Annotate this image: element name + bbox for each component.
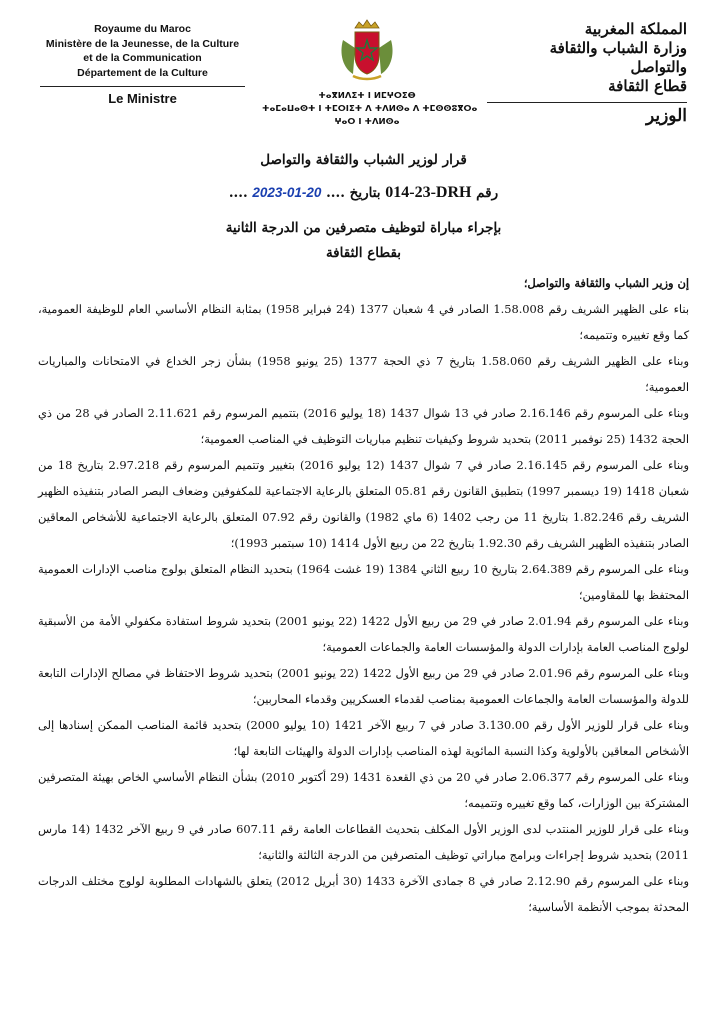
recital-1: بناء على الظهير الشريف رقم 1.58.008 الصادر في 4 شعبان 1377 (24 فبراير 1958) بمثابة النظام الأساسي العام للوظيفة العمومية، كما وقع تغييره وتتميمه؛: [38, 302, 690, 342]
recital-5: وبناء على المرسوم رقم 2.64.389 بتاريخ 10 ربيع الثاني 1384 (19 غشت 1964) بتحديد النظام المتعلق بولوج مناصب الإدارات العمومية المحتفظ بها للمقاومين؛: [38, 562, 690, 602]
minister-label-fr: Le Ministre: [108, 91, 177, 106]
minister-label-ar: الوزير: [645, 106, 687, 126]
recital-6: وبناء على المرسوم رقم 2.01.94 صادر في 29 من ربيع الأول 1422 (22 يونيو 2001) بتحديد شروط استفادة مكفولي الأمة من الأسبقية لولوج المناصب العامة بإدارات الدولة والمؤسسات العامة والجماعات العمومية؛: [38, 614, 689, 654]
ministry-label-ar: وزارة الشباب والثقافة: [549, 39, 687, 57]
header-center: [262, 18, 478, 129]
number-prefix: رقم: [476, 185, 499, 201]
tifinagh-kingdom: ⵜⴰⴳⵍⴷⵉⵜ ⵏ ⵍⵎⵖⵔⵉⴱ: [318, 91, 416, 101]
decision-title: قرار لوزير الشباب والثقافة والتواصل: [260, 152, 467, 168]
kingdom-label: Royaume du Maroc: [94, 23, 191, 35]
recital-7: وبناء على المرسوم رقم 2.01.96 صادر في 29 من ربيع الأول 1422 (22 يونيو 2001) بتحديد شروط الاحتفاظ في مصالح الإدارات التابعة للدولة والمؤسسات العامة والجماعات العمومية بمناصب لقدماء العسكريين وقدماء المحاربين؛: [38, 666, 689, 706]
recital-2: وبناء على الظهير الشريف رقم 1.58.060 بتاريخ 7 ذي الحجة 1377 (25 يونيو 1958) بشأن زجر الخداع في الامتحانات والمباريات العمومية؛: [38, 354, 689, 394]
decision-date: 2023-01-20: [252, 185, 322, 200]
preamble-intro: إن وزير الشباب والثقافة والتواصل؛: [523, 276, 689, 290]
decision-number-line: رقم 014-23-DRH بتاريخ .... 2023-01-20 ....: [228, 184, 499, 201]
recital-8: وبناء على قرار للوزير الأول رقم 3.130.00 صادر في 7 ربيع الآخر 1421 (10 يوليو 2000) بتحديد قائمة المناصب الممكن إسنادها إلى الأشخاص المعاقين بالأولوية وكذا النسبة المائوية لهذه المناصب بإدارات الدولة والهيئات التابعة لها؛: [38, 718, 689, 758]
department-label-ar: قطاع الثقافة: [608, 77, 687, 95]
recital-11: وبناء على المرسوم رقم 2.12.90 صادر في 8 جمادى الآخرة 1433 (30 أبريل 2012) يتعلق بالشهادات المطلوبة لولوج مختلف الدرجات المحدثة بموجب الأنظمة الأساسية؛: [38, 874, 689, 914]
header-right-arabic: [487, 20, 687, 126]
header-left-french: [40, 22, 245, 107]
department-label: Département de la Culture: [77, 66, 208, 79]
date-label: بتاريخ: [349, 185, 381, 201]
decision-body: [38, 270, 689, 920]
ministry-label: Ministère de la Jeunesse, de la Culture: [45, 37, 240, 50]
recital-9: وبناء على المرسوم رقم 2.06.377 صادر في 20 من ذي القعدة 1431 (29 أكتوبر 2010) بشأن النظام الأساسي الخاص بهيئة المتصرفين المشتركة بين الوزارات، كما وقع تغييره وتتميمه؛: [38, 770, 689, 810]
royal-coat-of-arms-icon: [335, 18, 399, 82]
header-right-divider: [487, 102, 687, 103]
decision-code: 014-23-DRH: [385, 184, 472, 201]
decision-sector: بقطاع الثقافة: [325, 245, 402, 261]
decision-subject: بإجراء مباراة لتوظيف متصرفين من الدرجة الثانية: [225, 220, 502, 236]
header-left-divider: [40, 86, 245, 87]
tifinagh-culture: ⵖⴰⵔ ⵏ ⵜⴷⵍⵙⴰ: [334, 117, 400, 127]
ministry-label-cont: et de la Communication: [83, 52, 202, 64]
tifinagh-ministry: ⵜⴰⵎⴰⵡⴰⵙⵜ ⵏ ⵜⵎⵔⵏⵉⵜ ⴷ ⵜⴷⵍⵙⴰ ⴷ ⵜⵎⵙⵙⵓⴳⵔⴰ: [262, 104, 478, 114]
recital-4: وبناء على المرسوم رقم 2.16.145 صادر في 7 شوال 1437 (12 يوليو 2016) بتغيير وتتميم المرسوم رقم 2.97.218 بتاريخ 18 من شعبان 1418 (19 ديسمبر 1997) بتطبيق القانون رقم 05.81 المتعلق بالرعاية الاجتماعية للمكفوفين وضعاف البصر الصادر بتنفيذه الظهير الشريف رقم 1.82.246 بتاريخ 11 من رجب 1402 (6 ماي 1982) والقانون رقم 07.92 المتعلق بالرعاية الاجتماعية للأشخاص المعاقين الصادر بتنفيذه الظهير الشريف رقم 1.92.30 بتاريخ 22 من ربيع الأول 1414 (10 سبتمبر 1993)؛: [38, 458, 690, 550]
kingdom-label-ar: المملكة المغربية: [584, 20, 687, 38]
ministry-label-ar-cont: والتواصل: [630, 58, 687, 76]
recital-3: وبناء على المرسوم رقم 2.16.146 صادر في 13 شوال 1437 (18 يوليو 2016) بتتميم المرسوم رقم 2.11.621 الصادر في 28 من ذي الحجة 1432 (25 نوفمبر 2011) بتحديد شروط وكيفيات تنظيم مباريات التوظيف في المناصب العمومية؛: [38, 406, 689, 446]
recital-10: وبناء على قرار للوزير المنتدب لدى الوزير الأول المكلف بتحديث القطاعات العامة رقم 607.11 صادر في 9 ربيع الآخر 1432 (14 مارس 2011) بتحديد شروط إجراءات وبرامج مباراتي توظيف المتصرفين من الدرجة الثالثة والثانية؛: [38, 822, 689, 862]
